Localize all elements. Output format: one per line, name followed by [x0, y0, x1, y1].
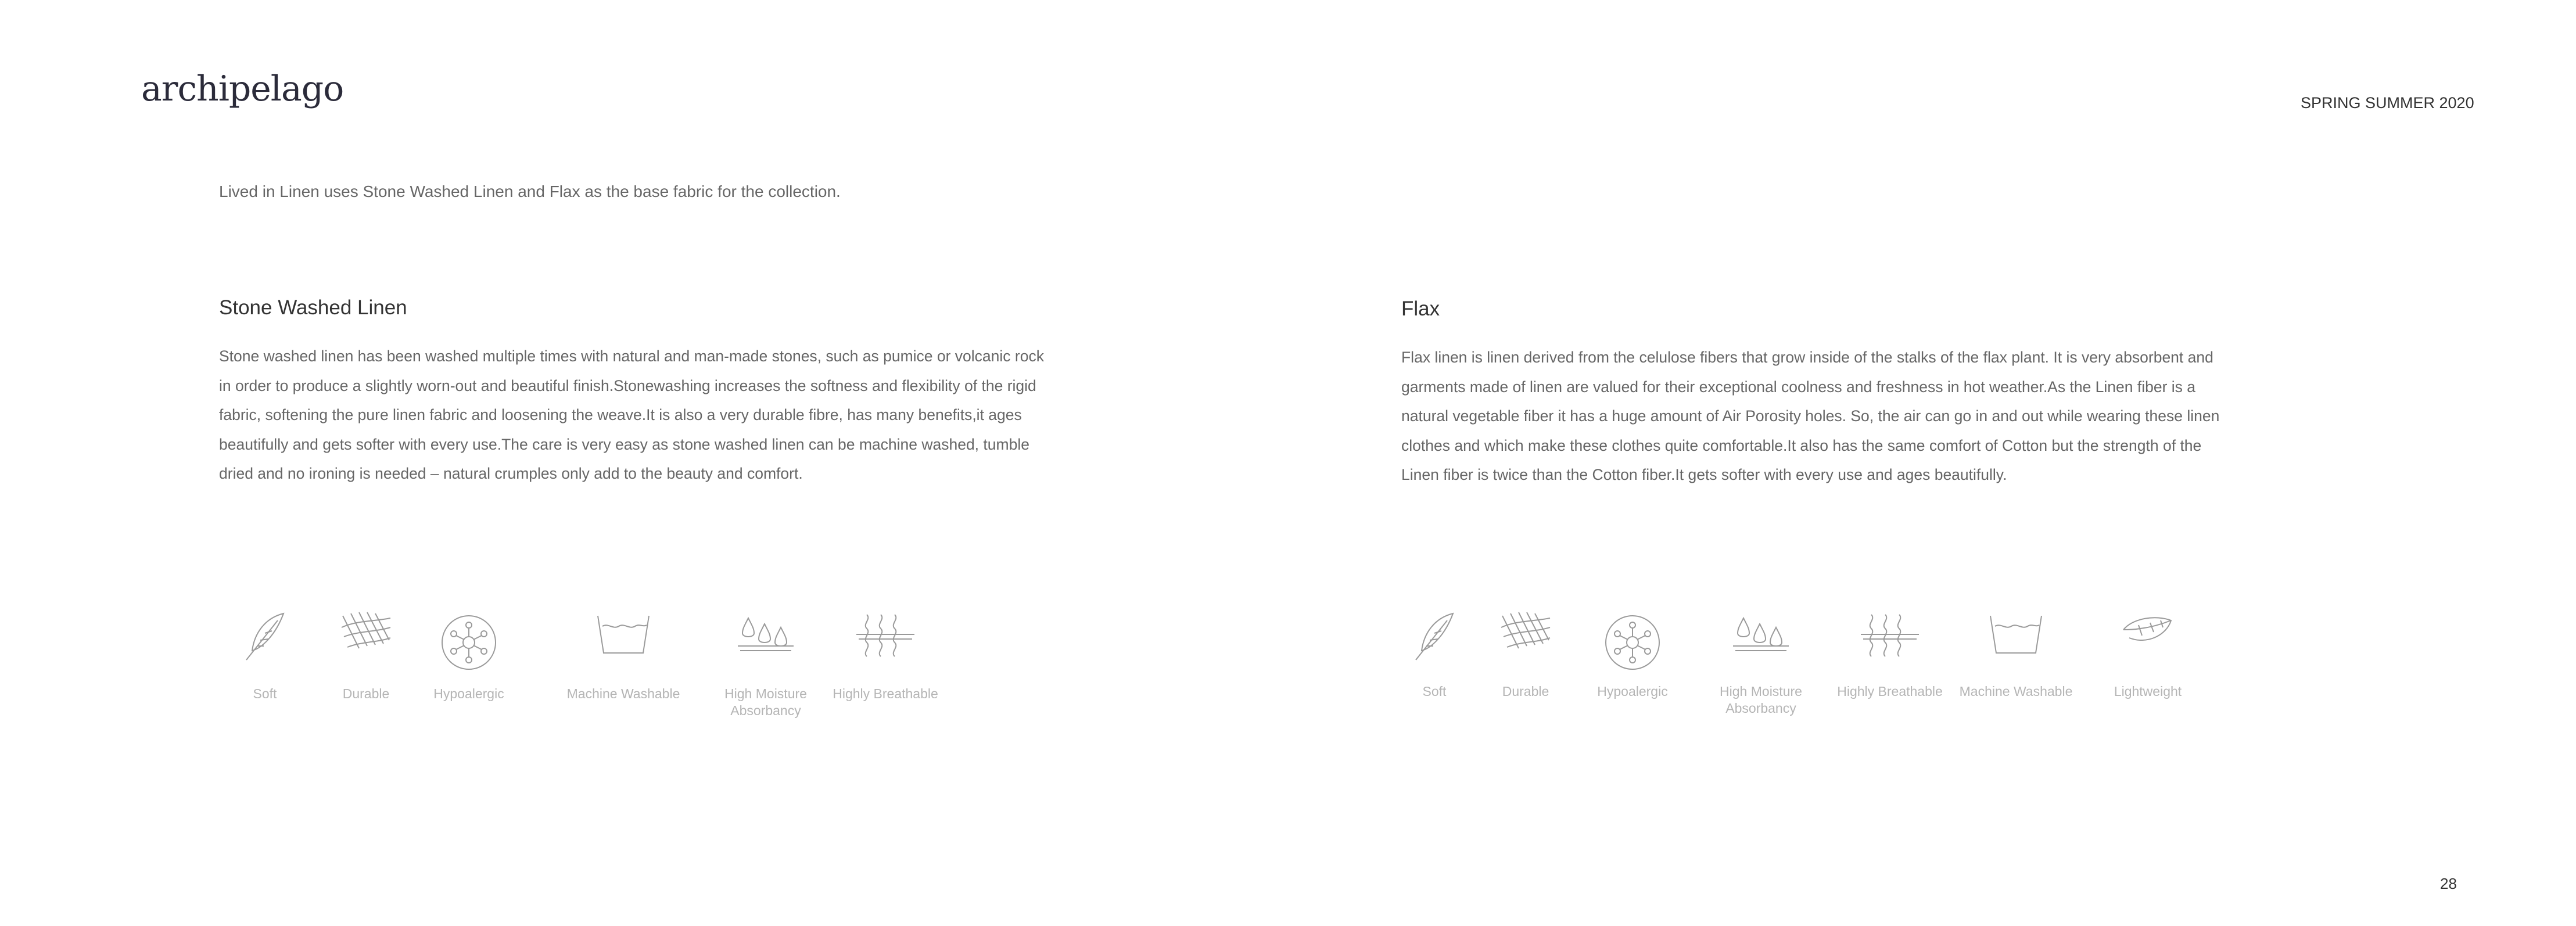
section-title: Stone Washed Linen	[219, 296, 407, 319]
icon-label: Hypoalergic	[1597, 684, 1668, 699]
wash-tub-icon	[595, 612, 651, 656]
hypoallergenic-icon	[440, 613, 498, 672]
feather-icon	[242, 610, 288, 663]
icon-label: High Moisture Absorbancy	[1720, 684, 1802, 716]
section-title: Flax	[1401, 297, 1440, 320]
icon-label: Highly Breathable	[833, 686, 938, 701]
section-stone-washed-linen	[219, 296, 1056, 489]
hypoallergenic-icon	[1603, 613, 1662, 672]
icon-label: Highly Breathable	[1837, 684, 1943, 699]
section-body: Stone washed linen has been washed multiple times with natural and man-made stones, such as pumice or volcanic rock in order to produce a slightly worn-out and beautiful finish.Stonewashing increases the softness and flexibility of the rigid fabric, softening the pure linen fabric and loosening the weave.It is also a very durable fibre, has many benefits,it ages beautifully and gets softer with every use.The care is very easy as stone washed linen can be machine washed, tumble dried and no ironing is needed – natural crumples only add to the beauty and comfort.	[219, 347, 1044, 482]
breathable-wave-icon	[855, 612, 916, 659]
brand-logo: archipelago	[141, 69, 344, 109]
wash-tub-icon	[1988, 612, 2044, 656]
lightweight-feather-icon	[2121, 612, 2175, 649]
breathable-wave-icon	[1860, 612, 1920, 659]
icon-label: Durable	[1502, 684, 1549, 699]
section-body: Flax linen is linen derived from the celulose fibers that grow inside of the stalks of the flax plant. It is very absorbent and garments made of linen are valued for their exceptional coolness and freshness in hot weather.As the Linen fiber is a natural vegetable fiber it has a huge amount of Air Porosity holes. So, the air can go in and out while wearing these linen clothes and which make these clothes quite comfortable.It also has the same comfort of Cotton but the strength of the Linen fiber is twice than the Cotton fiber.It gets softer with every use and ages beautifully.	[1401, 349, 2220, 483]
water-drops-icon	[736, 612, 796, 656]
icon-label: Hypoalergic	[433, 686, 504, 701]
icon-label: Durable	[342, 686, 390, 701]
icon-label: Machine Washable	[1959, 684, 2073, 699]
intro-text: Lived in Linen uses Stone Washed Linen and Flax as the base fabric for the collection.	[219, 182, 841, 200]
icon-label: Soft	[253, 686, 277, 701]
page-number: 28	[2440, 875, 2457, 892]
icon-label: Lightweight	[2114, 684, 2182, 699]
icon-label: Soft	[1422, 684, 1447, 699]
twisted-fiber-icon	[339, 610, 393, 656]
feather-icon	[1411, 610, 1458, 663]
section-flax	[1401, 297, 2238, 490]
icon-label: High Moisture Absorbancy	[724, 686, 807, 718]
water-drops-icon	[1731, 612, 1791, 656]
twisted-fiber-icon	[1499, 610, 1552, 656]
season-label: SPRING SUMMER 2020	[2301, 94, 2474, 112]
icon-label: Machine Washable	[566, 686, 680, 701]
